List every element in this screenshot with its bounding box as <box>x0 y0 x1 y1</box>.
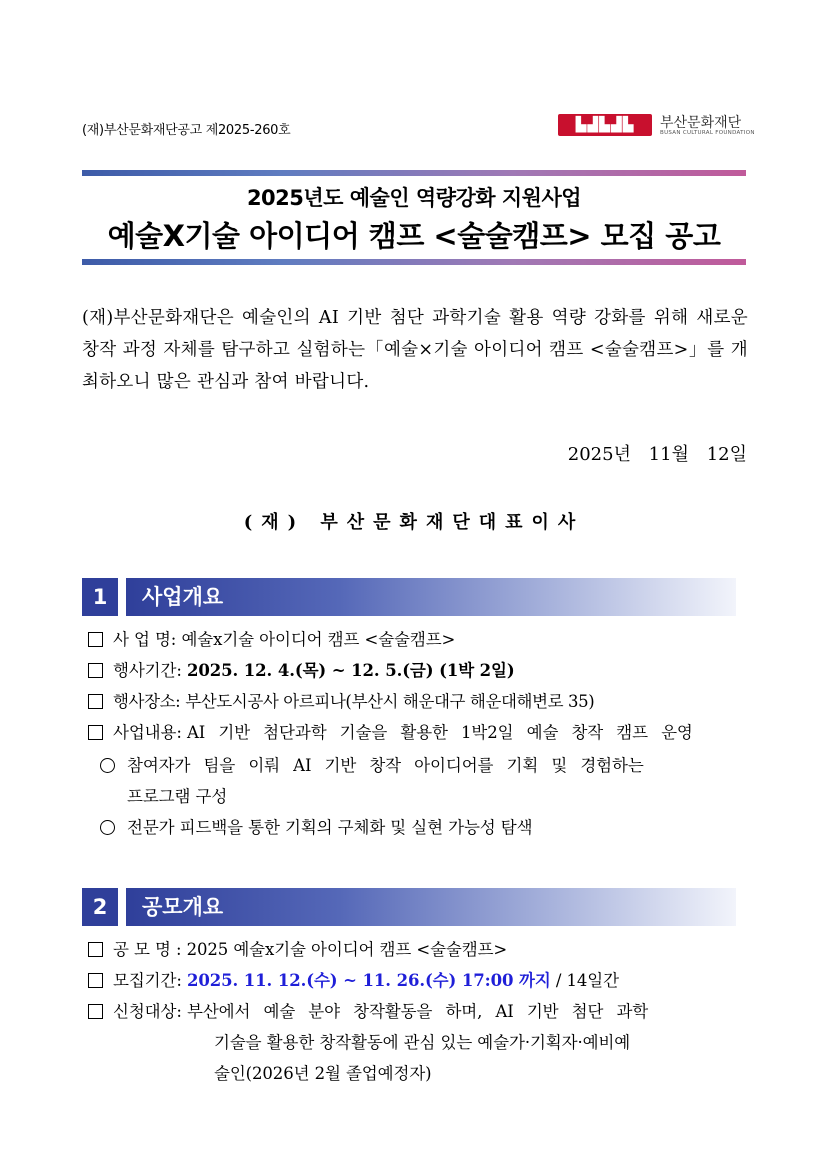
list-item <box>88 661 515 681</box>
item-value: 예술x기술 아이디어 캠프 <술술캠프> <box>181 630 456 649</box>
item-label: 행사장소: <box>113 692 181 711</box>
circle-bullet-icon <box>100 820 115 835</box>
list-item <box>88 692 594 712</box>
sub-list-item <box>100 818 532 838</box>
section-header-1 <box>82 578 736 616</box>
foundation-logo <box>558 112 755 138</box>
checkbox-square-icon <box>88 973 103 988</box>
item-value-continuation: 기술을 활용한 창작활동에 관심 있는 예술가·기획자·예비예 <box>214 1033 631 1052</box>
title-line-2: 예술X기술 아이디어 캠프 <술술캠프> 모집 공고 <box>107 219 721 253</box>
list-item <box>88 630 455 650</box>
sub-item-text: 참여자가 팀을 이뤄 AI 기반 창작 아이디어를 기획 및 경험하는 <box>127 756 644 775</box>
sub-list-item-continuation: 프로그램 구성 <box>127 787 228 806</box>
section-header-2 <box>82 888 736 926</box>
section-number: 2 <box>82 888 118 926</box>
logo-subtitle: BUSAN CULTURAL FOUNDATION <box>660 130 755 136</box>
checkbox-square-icon <box>88 663 103 678</box>
notice-number: (재)부산문화재단공고 제2025-260호 <box>82 123 291 138</box>
item-value: 2025. 12. 4.(목) ~ 12. 5.(금) (1박 2일) <box>186 661 515 680</box>
checkbox-square-icon <box>88 725 103 740</box>
intro-paragraph: (재)부산문화재단은 예술인의 AI 기반 첨단 과학기술 활용 역량 강화를 위해 새로운 창작 과정 자체를 탐구하고 실험하는「예술×기술 아이디어 캠프 <술술캠프>」를 개최하오니 많은 관심과 참여 바랍니다. <box>82 308 748 392</box>
logo-mark-icon: ▙▟▙▟▙ <box>558 114 652 136</box>
item-value-highlight: 2025. 11. 12.(수) ~ 11. 26.(수) 17:00 까지 <box>186 971 551 990</box>
checkbox-square-icon <box>88 942 103 957</box>
section-title: 사업개요 <box>142 585 224 609</box>
title-line-1: 2025년도 예술인 역량강화 지원사업 <box>246 186 582 210</box>
list-item <box>88 971 619 991</box>
checkbox-square-icon <box>88 632 103 647</box>
item-label: 사업내용: <box>113 723 182 742</box>
list-item <box>88 1002 648 1022</box>
list-item <box>88 723 693 743</box>
section-number: 1 <box>82 578 118 616</box>
item-label: 모집기간: <box>113 971 182 990</box>
list-item <box>88 940 507 960</box>
item-value: AI 기반 첨단과학 기술을 활용한 1박2일 예술 창작 캠프 운영 <box>186 723 693 742</box>
item-label: 공 모 명 : <box>113 940 182 959</box>
announcement-date: 2025년 11월 12일 <box>567 444 747 465</box>
representative: (재) 부산문화재단대표이사 <box>243 512 585 533</box>
section-title: 공모개요 <box>142 895 224 919</box>
title-divider-bottom <box>82 259 746 265</box>
item-value-continuation: 술인(2026년 2월 졸업예정자) <box>214 1064 432 1083</box>
item-label: 신청대상: <box>113 1002 182 1021</box>
title-divider-top <box>82 170 746 176</box>
sub-item-text: 전문가 피드백을 통한 기획의 구체화 및 실현 가능성 탐색 <box>127 818 533 837</box>
circle-bullet-icon <box>100 758 115 773</box>
checkbox-square-icon <box>88 1004 103 1019</box>
checkbox-square-icon <box>88 694 103 709</box>
item-value: 부산도시공사 아르피나(부산시 해운대구 해운대해변로 35) <box>185 692 595 711</box>
logo-name: 부산문화재단 <box>660 115 742 131</box>
item-value: 2025 예술x기술 아이디어 캠프 <술술캠프> <box>186 940 508 959</box>
item-label: 사 업 명: <box>113 630 177 649</box>
item-suffix: / 14일간 <box>555 971 619 990</box>
item-value: 부산에서 예술 분야 창작활동을 하며, AI 기반 첨단 과학 <box>186 1002 649 1021</box>
sub-list-item <box>100 756 644 776</box>
item-label: 행사기간: <box>113 661 182 680</box>
